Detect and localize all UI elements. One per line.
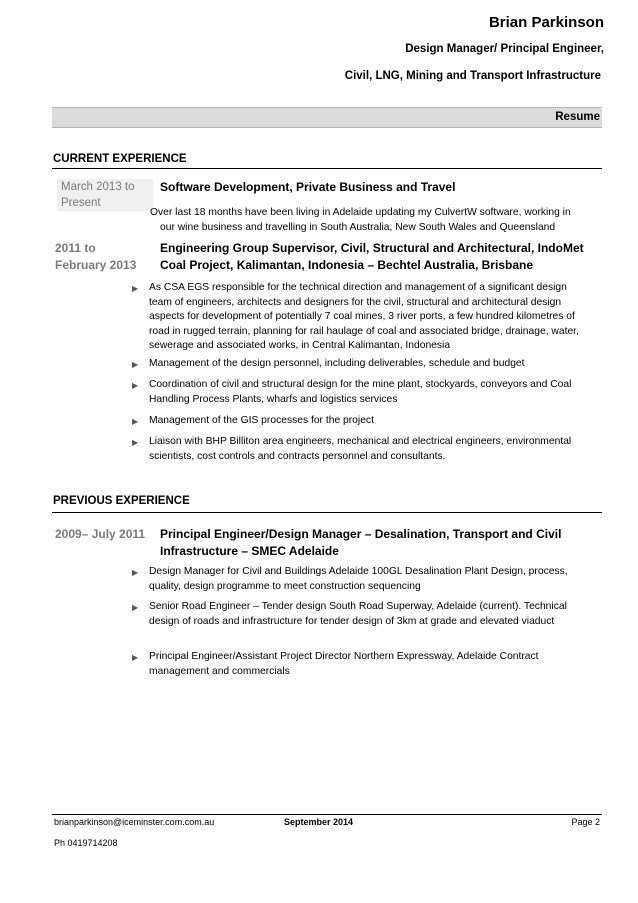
right-triangle-icon: ▶ — [132, 360, 139, 369]
resume-label: Resume — [555, 111, 600, 123]
previous-experience-heading: PREVIOUS EXPERIENCE — [53, 495, 190, 507]
section-divider — [52, 168, 602, 169]
footer-phone: Ph 0419714208 — [54, 838, 118, 848]
job-date: 2009– July 2011 — [55, 527, 146, 541]
job-title: Engineering Group Supervisor, Civil, Structural and Architectural, IndoMet Coal Project, Kalimantan, Indonesia – Bechtel Australia, Brisbane — [160, 241, 584, 272]
right-triangle-icon: ▶ — [132, 381, 139, 390]
right-triangle-icon: ▶ — [132, 417, 139, 426]
section-divider — [52, 512, 602, 513]
right-triangle-icon: ▶ — [132, 653, 139, 662]
footer-email: brianparkinson@iceminster.com.com.au — [54, 817, 215, 827]
resume-banner — [52, 107, 602, 128]
job-date: March 2013 to Present — [57, 179, 153, 211]
current-experience-heading: CURRENT EXPERIENCE — [53, 153, 187, 165]
candidate-field: Civil, LNG, Mining and Transport Infrastructure — [344, 70, 601, 82]
footer-page-number: Page 2 — [571, 817, 600, 827]
job-title: Software Development, Private Business and Travel — [160, 180, 456, 194]
job-title: Principal Engineer/Design Manager – Desalination, Transport and Civil Infrastructure – SMEC Adelaide — [160, 527, 562, 558]
right-triangle-icon: ▶ — [132, 438, 139, 447]
candidate-role: Design Manager/ Principal Engineer, — [405, 43, 604, 55]
job-description: Over last 18 months have been living in Adelaide updating my CulvertW software, working in our wine business and travelling in South Australia, New South Wales and Queensland — [150, 207, 571, 233]
job-date: 2011 to February 2013 — [55, 241, 137, 272]
footer-date: September 2014 — [284, 817, 354, 827]
right-triangle-icon: ▶ — [132, 284, 139, 293]
footer-divider — [52, 814, 602, 815]
right-triangle-icon: ▶ — [132, 603, 139, 612]
right-triangle-icon: ▶ — [132, 568, 139, 577]
candidate-name: Brian Parkinson — [488, 14, 604, 31]
